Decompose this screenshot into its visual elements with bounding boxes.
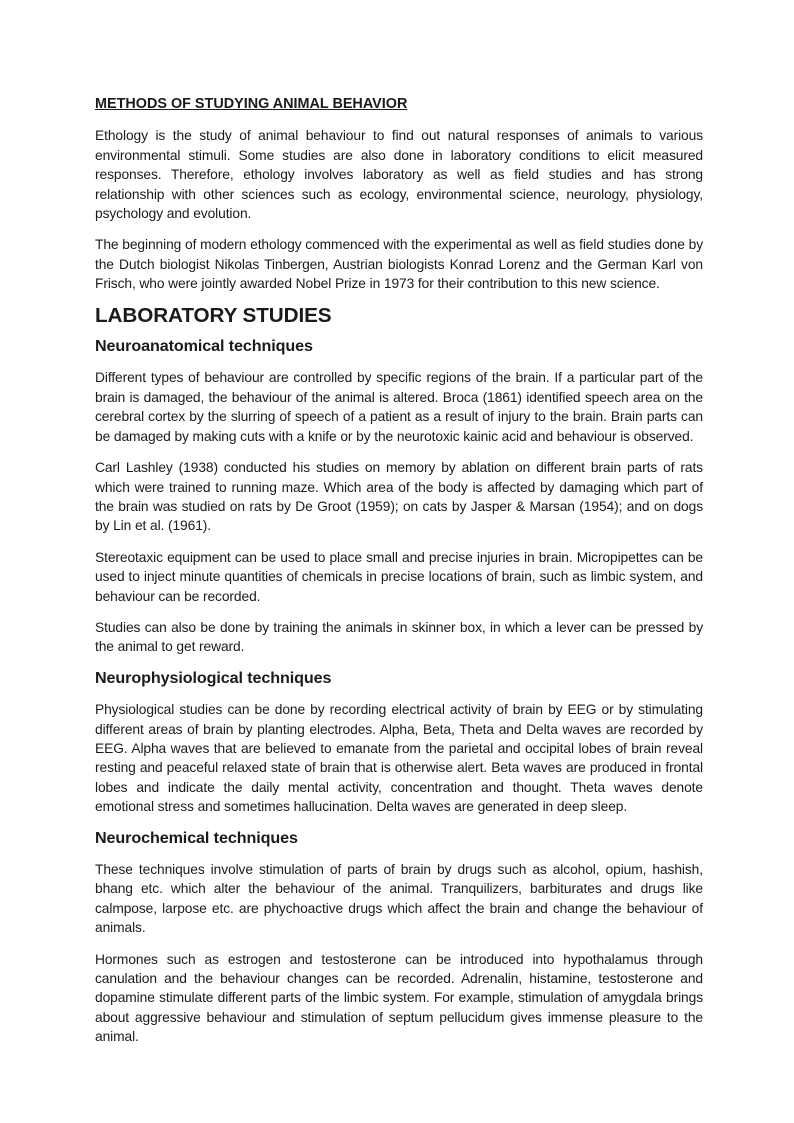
heading-laboratory-studies: LABORATORY STUDIES <box>95 303 332 327</box>
para-brain-regions-damage: Different types of behaviour are controlled by specific regions of the brain. If a particular part of the brain is damaged, the behaviour of the animal is altered. Broca (1861) identified speech area on the cerebral cortex by the slurring of speech of a patient as a result of injury to the brain. Brain parts can be damaged by making cuts with a knife or by the neurotoxic kainic acid and behaviour is observed. <box>95 370 703 444</box>
document-title: METHODS OF STUDYING ANIMAL BEHAVIOR <box>95 96 408 112</box>
heading-neurophysiological-techniques: Neurophysiological techniques <box>95 668 332 687</box>
para-carl-lashley-ablation: Carl Lashley (1938) conducted his studies on memory by ablation on different brain parts of rats which were trained to running maze. Which area of the body is affected by damaging which part of the brain was studied on rats by De Groot (1959); on cats by Jasper & Marsan (1954); and on dogs by Lin et al. (1961). <box>95 460 703 534</box>
para-hormones-limbic-system: Hormones such as estrogen and testosterone can be introduced into hypothalamus through canulation and the behaviour changes can be recorded. Adrenalin, histamine, testosterone and dopamine stimulate different parts of the limbic system. For example, stimulation of amygdala brings about aggressive behaviour and stimulation of septum pellucidum gives immense pleasure to the animal. <box>95 951 703 1045</box>
heading-neuroanatomical-techniques: Neuroanatomical techniques <box>95 337 313 356</box>
para-stereotaxic-equipment: Stereotaxic equipment can be used to place small and precise injuries in brain. Micropipettes can be used to inject minute quantities of chemicals in precise locations of brain, such as limbic system, and behaviour can be recorded. <box>95 549 703 604</box>
para-psychoactive-drugs: These techniques involve stimulation of parts of brain by drugs such as alcohol, opium, hashish, bhang etc. which alter the behaviour of the animal. Tranquilizers, barbiturates and drugs like calmpose, larpose etc. are phychoactive drugs which affect the brain and change the behaviour of animals. <box>95 862 703 936</box>
para-ethology-definition: Ethology is the study of animal behaviour to find out natural responses of animals to various environmental stimuli. Some studies are also done in laboratory conditions to elicit measured responses. Therefore, ethology involves laboratory as well as field studies and has strong relationship with other sciences such as ecology, environmental science, neurology, physiology, psychology and evolution. <box>95 128 703 222</box>
para-eeg-brain-waves: Physiological studies can be done by recording electrical activity of brain by EEG or by stimulating different areas of brain by planting electrodes. Alpha, Beta, Theta and Delta waves are recorded by EEG. Alpha waves that are believed to emanate from the parietal and occipital lobes of brain reveal resting and peaceful relaxed state of brain that is otherwise alert. Beta waves are produced in frontal lobes and indicate the daily mental activity, concentration and thought. Theta waves denote emotional stress and sometimes hallucination. Delta waves are generated in deep sleep. <box>95 702 703 815</box>
para-skinner-box: Studies can also be done by training the animals in skinner box, in which a lever can be pressed by the animal to get reward. <box>95 619 703 655</box>
para-ethology-history: The beginning of modern ethology commenced with the experimental as well as field studies done by the Dutch biologist Nikolas Tinbergen, Austrian biologists Konrad Lorenz and the German Karl von Frisch, who were jointly awarded Nobel Prize in 1973 for their contribution to this new science. <box>95 237 703 292</box>
document-content <box>95 95 703 1059</box>
heading-neurochemical-techniques: Neurochemical techniques <box>95 828 298 847</box>
